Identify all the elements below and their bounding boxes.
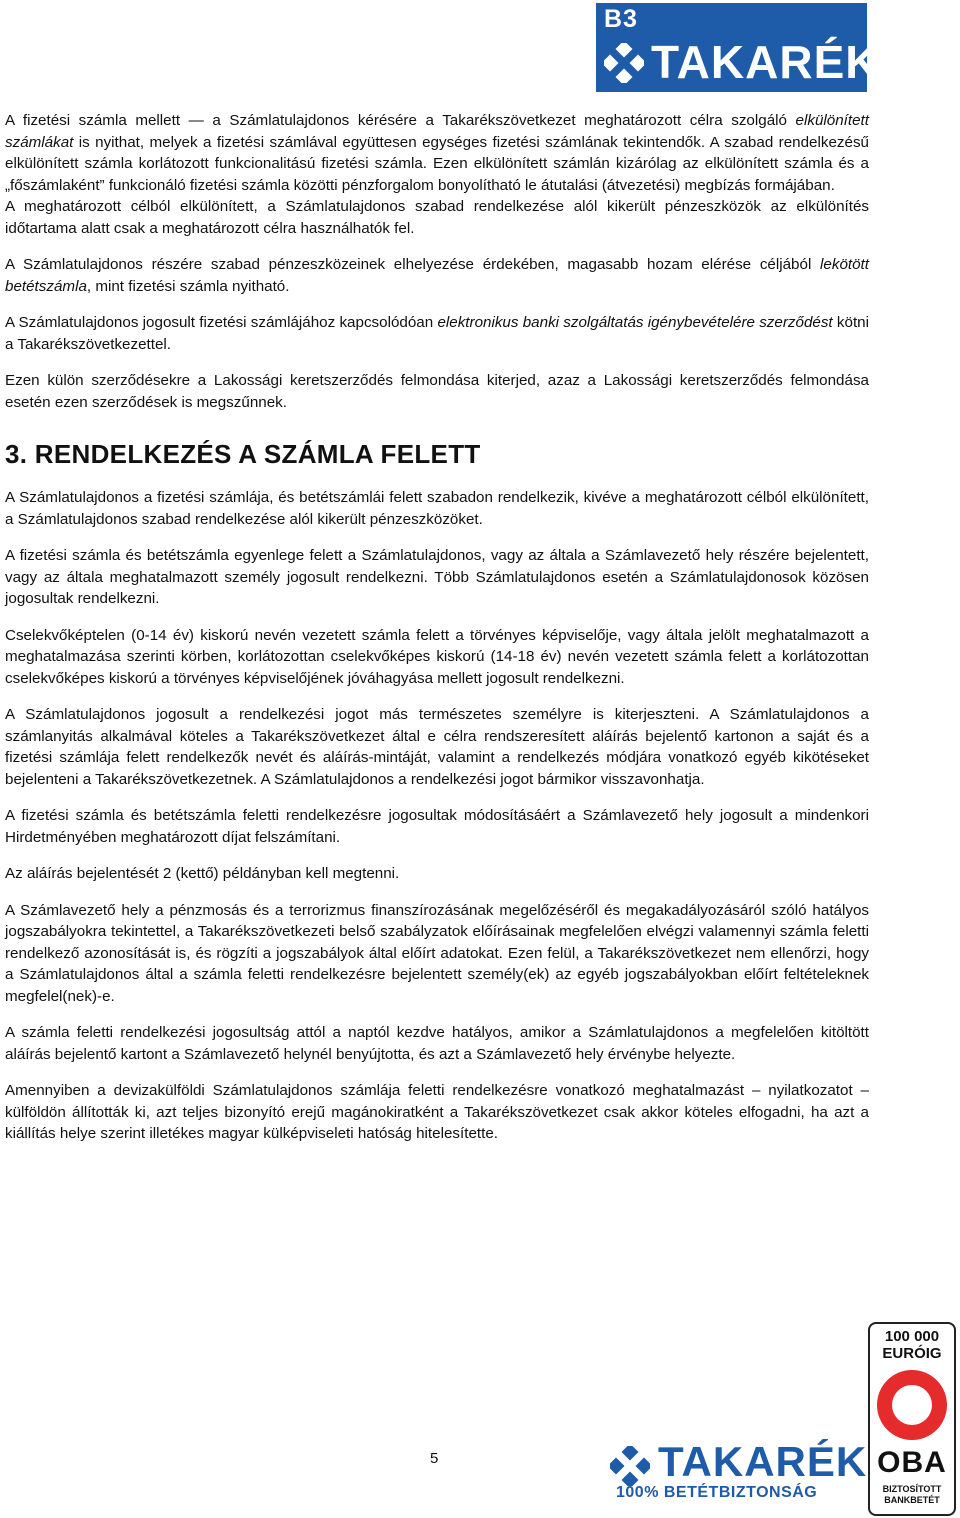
- paragraph-cselekvokeptelen: Cselekvőképtelen (0-14 év) kiskorú nevén vezetett számla felett a törvényes képviselője, vagy általa jelölt meghatalmazott a meghatalmazása szerinti körben, korlátozottan cselekvőképes kiskorú (14-18 év) nevén vezetett számla felett a korlátozottan cselekvőképes kiskorú a törvényes képviselőjének jóváhagyása mellett jogosult rendelkezni.: [5, 626, 869, 687]
- logo-b3-text: B3: [604, 5, 638, 33]
- p1-text-2: elkülönített számlákat: [5, 112, 869, 151]
- oba-deposit: BANKBETÉT: [884, 1495, 940, 1505]
- paragraph-rendelkezik: A Számlatulajdonos a fizetési számlája, és betétszámlái felett szabadon rendelkezik, kivéve a meghatározott célból elkülönített, a Számlatulajdonos szabad rendelkezése alól kikerült pénzeszközöket.: [5, 489, 869, 528]
- footer-brand-text: TAKARÉK: [658, 1438, 868, 1485]
- takarek-mark-icon: [604, 43, 644, 83]
- p1-text-1: A fizetési számla mellett — a Számlatulajdonos kérésére a Takarékszövetkezet meghatározott célra szolgáló: [5, 112, 796, 129]
- p4-text-2: elektronikus banki szolgáltatás igénybevételére szerződést: [437, 314, 833, 331]
- paragraph-elkulonitett-szamla: [5, 110, 869, 196]
- document-body: [5, 110, 869, 1160]
- paragraph-egyenleg: A fizetési számla és betétszámla egyenlege felett a Számlatulajdonos, vagy az általa a Számlavezető hely részére bejelentett, vagy az általa meghatalmazott személy jogosult rendelkezni. Több Számlatulajdonos esetén a Számlatulajdonosok közösen jogosultak rendelkezni.: [5, 547, 869, 607]
- p4-text-1: A Számlatulajdonos jogosult fizetési számlájához kapcsolódóan: [5, 314, 438, 331]
- oba-currency: EURÓIG: [882, 1345, 942, 1362]
- takarek-b3-logo: [596, 3, 880, 92]
- p3-text-3: , mint fizetési számla nyitható.: [86, 277, 290, 295]
- paragraph-alairas: Az aláírás bejelentését 2 (kettő) példányban kell megtenni.: [5, 865, 400, 882]
- paragraph-modositas-dij: A fizetési számla és betétszámla feletti rendelkezésre jogosultak módosításáért a Számlavezető hely jogosult a mindenkori Hirdetményében meghatározott díjat felszámítani.: [5, 807, 869, 846]
- footer-brand-subtitle: 100% BETÉTBIZTONSÁG: [616, 1484, 818, 1501]
- oba-name: OBA: [877, 1446, 947, 1479]
- oba-insured: BIZTOSÍTOTT: [882, 1484, 942, 1494]
- paragraph-devizakulfoldi: Amennyiben a devizakülföldi Számlatulajdonos számlája feletti rendelkezésre vonatkozó meghatalmazást – nyilatkozatot – külföldön állították ki, azt teljes bizonyító erejű magánokiratként a Takarékszövetkezet csak akkor köteles elfogadni, ha azt a kiállítás helye szerint illetékes magyar külképviseleti hatóság hitelesítette.: [5, 1082, 869, 1142]
- paragraph-meghatarozott-cel: A meghatározott célból elkülönített, a Számlatulajdonos szabad rendelkezése alól kikerült pénzeszközök az elkülönítés időtartama alatt csak a meghatározott célra használhatók fel.: [5, 198, 869, 237]
- paragraph-rendelkezesi-jog: A Számlatulajdonos jogosult a rendelkezési jogot más természetes személyre is kiterjeszteni. A Számlatulajdonos a számlanyitás alkalmával köteles a Takarékszövetkezet által e célra rendszeresített aláírás bejelentő kartonon a saját és a fizetési számlája felett rendelkezők nevét és aláírás-mintáját, valamint a rendelkezés módjára vonatkozó egyéb kikötéseket bejelenteni a Takarékszövetkezetnek. A Számlatulajdonos a rendelkezési jogot bármikor visszavonhatja.: [5, 706, 869, 788]
- paragraph-lekotott-betet: [5, 254, 869, 297]
- logo-brand-text: TAKARÉK: [651, 36, 880, 88]
- oba-badge: [868, 1322, 956, 1516]
- paragraph-penzmosas: A Számlavezető hely a pénzmosás és a terrorizmus finanszírozásának megelőzéséről és megakadályozásáról szóló hatályos jogszabályokra tekintettel, a Takarékszövetkezeti belső szabályzatok előírásainak megfelelően elvégzi valamennyi számla feletti rendelkező azonosítását is, és rögzíti a jogszabályok által előírt adatokat. Ezen felül, a Takarékszövetkezet nem ellenőrzi, hogy a Számlatulajdonos által a számla feletti rendelkezésre bejelentett személy(ek) az egyéb jogszabályokban előírt feltételeknek megfelel(nek)-e.: [5, 901, 869, 1005]
- paragraph-hatalyos: A számla feletti rendelkezési jogosultság attól a naptól kezdve hatályos, amikor a Számlatulajdonos a megfelelően kitöltött aláírás bejelentő kartont a Számlavezető helynél benyújtotta, és azt a Számlavezető hely érvénybe helyezte.: [5, 1024, 869, 1063]
- oba-amount: 100 000: [884, 1328, 940, 1345]
- p3-text-1: A Számlatulajdonos részére szabad pénzeszközeinek elhelyezése érdekében, magasabb hozam elérése céljából: [5, 256, 821, 273]
- page-number: 5: [430, 1450, 439, 1467]
- takarek-footer-logo: [598, 1438, 868, 1504]
- p3-text-2: lekötött betétszámla: [5, 256, 869, 295]
- section-heading: 3. RENDELKEZÉS A SZÁMLA FELETT: [5, 439, 481, 469]
- p1-text-3: is nyithat, melyek a fizetési számlával együttesen egységes fizetési számlának tekintendők. A szabad rendelkezésű elkülönített számla korlátozott funkcionalitású fizetési számla. Ezen elkülönített számlán kizárólag az elkülönített számla és a „főszámlaként” funkcionáló fizetési számla közötti pénzforgalom bonyolítható le átutalási (átvezetési) megbízás formájában.: [5, 133, 869, 194]
- oba-circle-icon: [877, 1370, 947, 1440]
- paragraph-elektronikus-banki: [5, 312, 869, 355]
- p4-text-3: kötni a Takarékszövetkezettel.: [5, 314, 869, 353]
- takarek-footer-mark-icon: [610, 1446, 650, 1486]
- paragraph-kulon-szerzodesek: Ezen külön szerződésekre a Lakossági keretszerződés felmondása kiterjed, azaz a Lakossági keretszerződés felmondása esetén ezen szerződések is megszűnnek.: [5, 372, 869, 411]
